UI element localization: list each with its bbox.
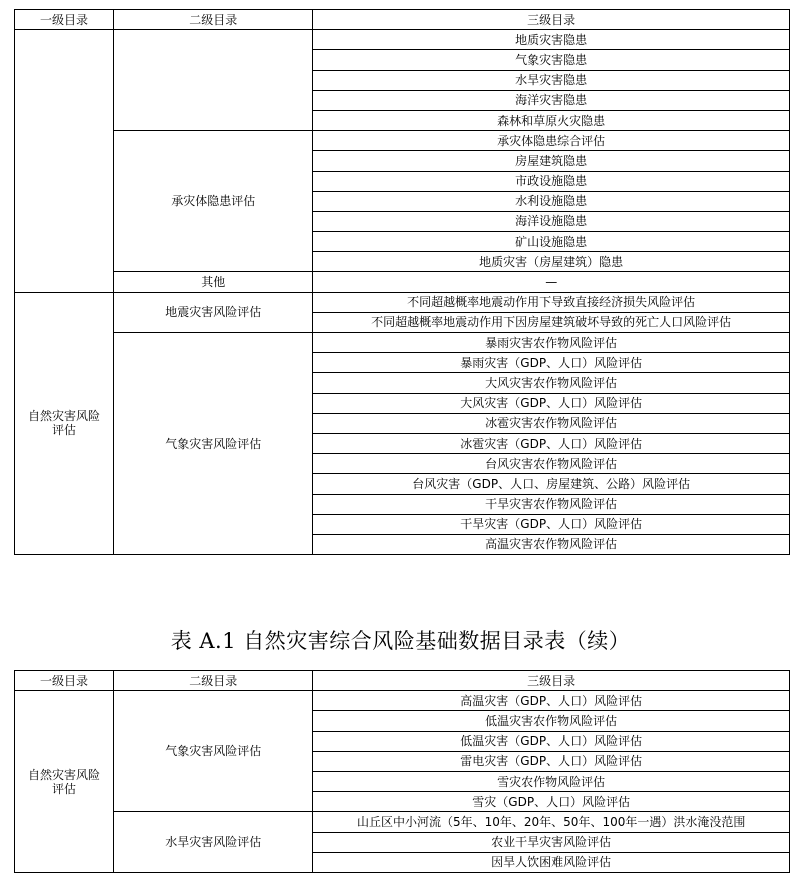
level3-cell: 低温灾害（GDP、人口）风险评估	[313, 731, 790, 751]
level3-cell: 暴雨灾害（GDP、人口）风险评估	[313, 353, 790, 373]
level3-cell: 大风灾害（GDP、人口）风险评估	[313, 393, 790, 413]
level2-cell: 地震灾害风险评估	[114, 292, 313, 332]
level3-cell: 海洋灾害隐患	[313, 90, 790, 110]
level3-cell: 森林和草原火灾隐患	[313, 110, 790, 130]
table-row	[15, 333, 790, 353]
level1-cell	[15, 30, 114, 292]
level2-cell	[114, 30, 313, 131]
header-row	[15, 10, 790, 30]
level2-cell: 水旱灾害风险评估	[114, 812, 313, 873]
level1-header: 一级目录	[15, 671, 114, 691]
level3-cell: 干旱灾害（GDP、人口）风险评估	[313, 514, 790, 534]
table-caption: 表 A.1 自然灾害综合风险基础数据目录表（续）	[170, 629, 631, 653]
catalog-table-2	[14, 670, 790, 873]
level3-header: 三级目录	[313, 671, 790, 691]
level2-header: 二级目录	[114, 671, 313, 691]
level3-cell: 台风灾害（GDP、人口、房屋建筑、公路）风险评估	[313, 474, 790, 494]
level3-cell: 台风灾害农作物风险评估	[313, 454, 790, 474]
level3-cell: 地质灾害隐患	[313, 30, 790, 50]
table-row	[15, 812, 790, 832]
level3-cell: 地质灾害（房屋建筑）隐患	[313, 252, 790, 272]
level1-header: 一级目录	[15, 10, 114, 30]
level1-cell: 自然灾害风险评估	[15, 292, 114, 554]
level3-cell: 承灾体隐患综合评估	[313, 131, 790, 151]
level3-cell: 房屋建筑隐患	[313, 151, 790, 171]
level3-cell: 不同超越概率地震动作用下导致直接经济损失风险评估	[313, 292, 790, 312]
level3-cell: 不同超越概率地震动作用下因房屋建筑破坏导致的死亡人口风险评估	[313, 312, 790, 332]
level2-cell: 气象灾害风险评估	[114, 333, 313, 555]
level2-cell: 承灾体隐患评估	[114, 131, 313, 272]
level3-cell: 大风灾害农作物风险评估	[313, 373, 790, 393]
level3-cell: 海洋设施隐患	[313, 211, 790, 231]
level3-cell: 雪灾（GDP、人口）风险评估	[313, 792, 790, 812]
level1-cell: 自然灾害风险评估	[15, 691, 114, 873]
level3-cell: 冰雹灾害（GDP、人口）风险评估	[313, 433, 790, 453]
level3-cell: 山丘区中小河流（5年、10年、20年、50年、100年一遇）洪水淹没范围	[313, 812, 790, 832]
level3-cell: 高温灾害农作物风险评估	[313, 534, 790, 554]
level3-cell: 高温灾害（GDP、人口）风险评估	[313, 691, 790, 711]
level3-cell: 干旱灾害农作物风险评估	[313, 494, 790, 514]
catalog-table-1	[14, 9, 790, 555]
level3-cell: 暴雨灾害农作物风险评估	[313, 333, 790, 353]
table-row	[15, 691, 790, 711]
level3-cell: 气象灾害隐患	[313, 50, 790, 70]
level2-header: 二级目录	[114, 10, 313, 30]
table-row	[15, 131, 790, 151]
level3-cell: 因旱人饮困难风险评估	[313, 852, 790, 872]
level3-cell: 矿山设施隐患	[313, 232, 790, 252]
table-row	[15, 30, 790, 50]
level2-cell: 其他	[114, 272, 313, 292]
table-row	[15, 272, 790, 292]
level3-cell: 农业干旱灾害风险评估	[313, 832, 790, 852]
level3-cell: 低温灾害农作物风险评估	[313, 711, 790, 731]
level3-cell: 雷电灾害（GDP、人口）风险评估	[313, 751, 790, 771]
header-row	[15, 671, 790, 691]
level3-cell: 水旱灾害隐患	[313, 70, 790, 90]
level3-cell: 市政设施隐患	[313, 171, 790, 191]
table-row	[15, 292, 790, 312]
level3-cell: 雪灾农作物风险评估	[313, 771, 790, 791]
level2-cell: 气象灾害风险评估	[114, 691, 313, 812]
level3-cell: —	[313, 272, 790, 292]
level3-cell: 水利设施隐患	[313, 191, 790, 211]
level3-header: 三级目录	[313, 10, 790, 30]
level3-cell: 冰雹灾害农作物风险评估	[313, 413, 790, 433]
